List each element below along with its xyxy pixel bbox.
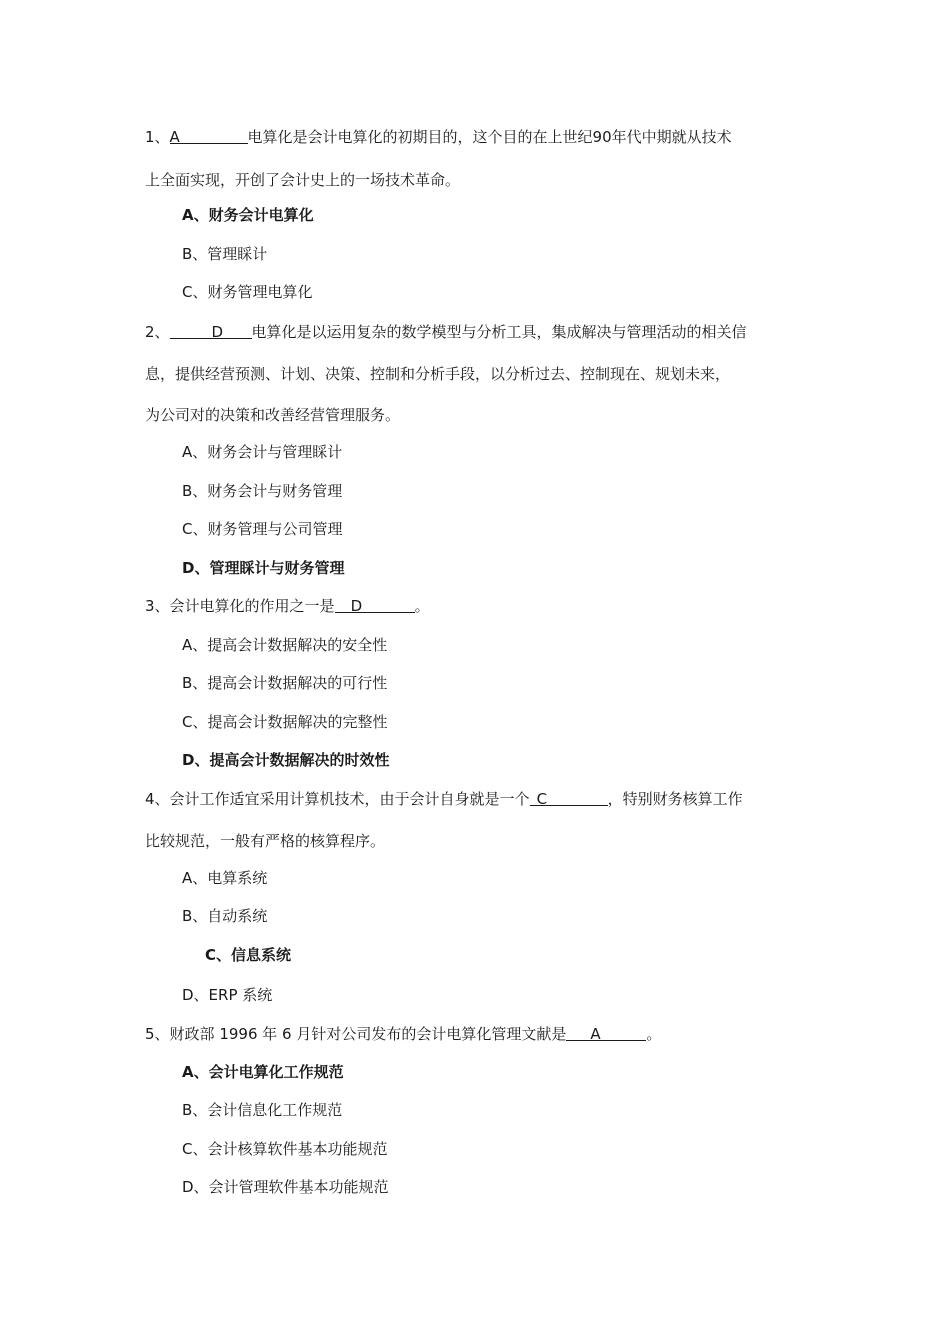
question-number: 4、 [145,790,170,808]
answer-blank [530,789,608,806]
option-4b: B、自动系统 [182,907,268,925]
answer-blank [566,1024,646,1041]
option-3b: B、提高会计数据解决的可行性 [182,674,388,692]
question-text-end: 。 [414,597,430,615]
question-1-line-2: 上全面实现，开创了会计史上的一场技术革命。 [145,171,461,189]
answer-blank [170,127,248,144]
answer-letter: D [211,323,224,341]
option-1b: B、管理睬计 [182,245,268,263]
option-3d-correct: D、提高会计数据解决的时效性 [182,751,390,769]
option-2a: A、财务会计与管理睬计 [182,443,343,461]
question-2-line-1 [145,322,747,342]
option-4c-correct: C、信息系统 [205,946,292,964]
question-number: 2、 [145,323,170,341]
question-text: 电算化是以运用复杂的数学模型与分析工具，集成解决与管理活动的相关信 [251,323,747,341]
option-3c: C、提高会计数据解决的完整性 [182,713,388,731]
answer-letter: A [590,1025,601,1043]
question-1-line-1 [145,127,732,147]
question-text: 财政部 1996 年 6 月针对公司发布的会计电算化管理文献是 [169,1025,567,1043]
question-number: 5、 [145,1025,170,1043]
question-text: 会计工作适宜采用计算机技术，由于会计自身就是一个 [169,790,530,808]
question-number: 1、 [145,128,170,146]
question-3-line-1 [145,596,430,616]
option-4d: D、ERP 系统 [182,986,273,1004]
question-4-line-2: 比较规范，一般有严格的核算程序。 [145,832,386,850]
option-5b: B、会计信息化工作规范 [182,1101,343,1119]
option-5c: C、会计核算软件基本功能规范 [182,1140,388,1158]
option-5d: D、会计管理软件基本功能规范 [182,1178,389,1196]
answer-letter: C [536,790,548,808]
question-text-end: ，特别财务核算工作 [607,790,743,808]
answer-letter: D [350,597,363,615]
question-2-line-3: 为公司对的决策和改善经营管理服务。 [145,406,401,424]
question-2-line-2: 息，提供经营预测、计划、决策、控制和分析手段，以分析过去、控制现在、规划未来， [145,365,731,383]
option-2c: C、财务管理与公司管理 [182,520,343,538]
answer-blank [335,596,415,613]
option-5a-correct: A、会计电算化工作规范 [182,1063,344,1081]
question-text: 电算化是会计电算化的初期目的，这个目的在上世纪90年代中期就从技术 [247,128,732,146]
option-2d-correct: D、管理睬计与财务管理 [182,559,345,577]
question-number: 3、 [145,597,170,615]
question-text-end: 。 [646,1025,662,1043]
option-4a: A、电算系统 [182,869,268,887]
option-2b: B、财务会计与财务管理 [182,482,343,500]
question-5-line-1 [145,1024,661,1044]
question-4-line-1 [145,789,743,809]
answer-blank [170,322,252,339]
question-text: 会计电算化的作用之一是 [169,597,335,615]
answer-letter: A [169,128,180,146]
option-1c: C、财务管理电算化 [182,283,313,301]
option-1a-correct: A、财务会计电算化 [182,206,314,224]
option-3a: A、提高会计数据解决的安全性 [182,636,388,654]
